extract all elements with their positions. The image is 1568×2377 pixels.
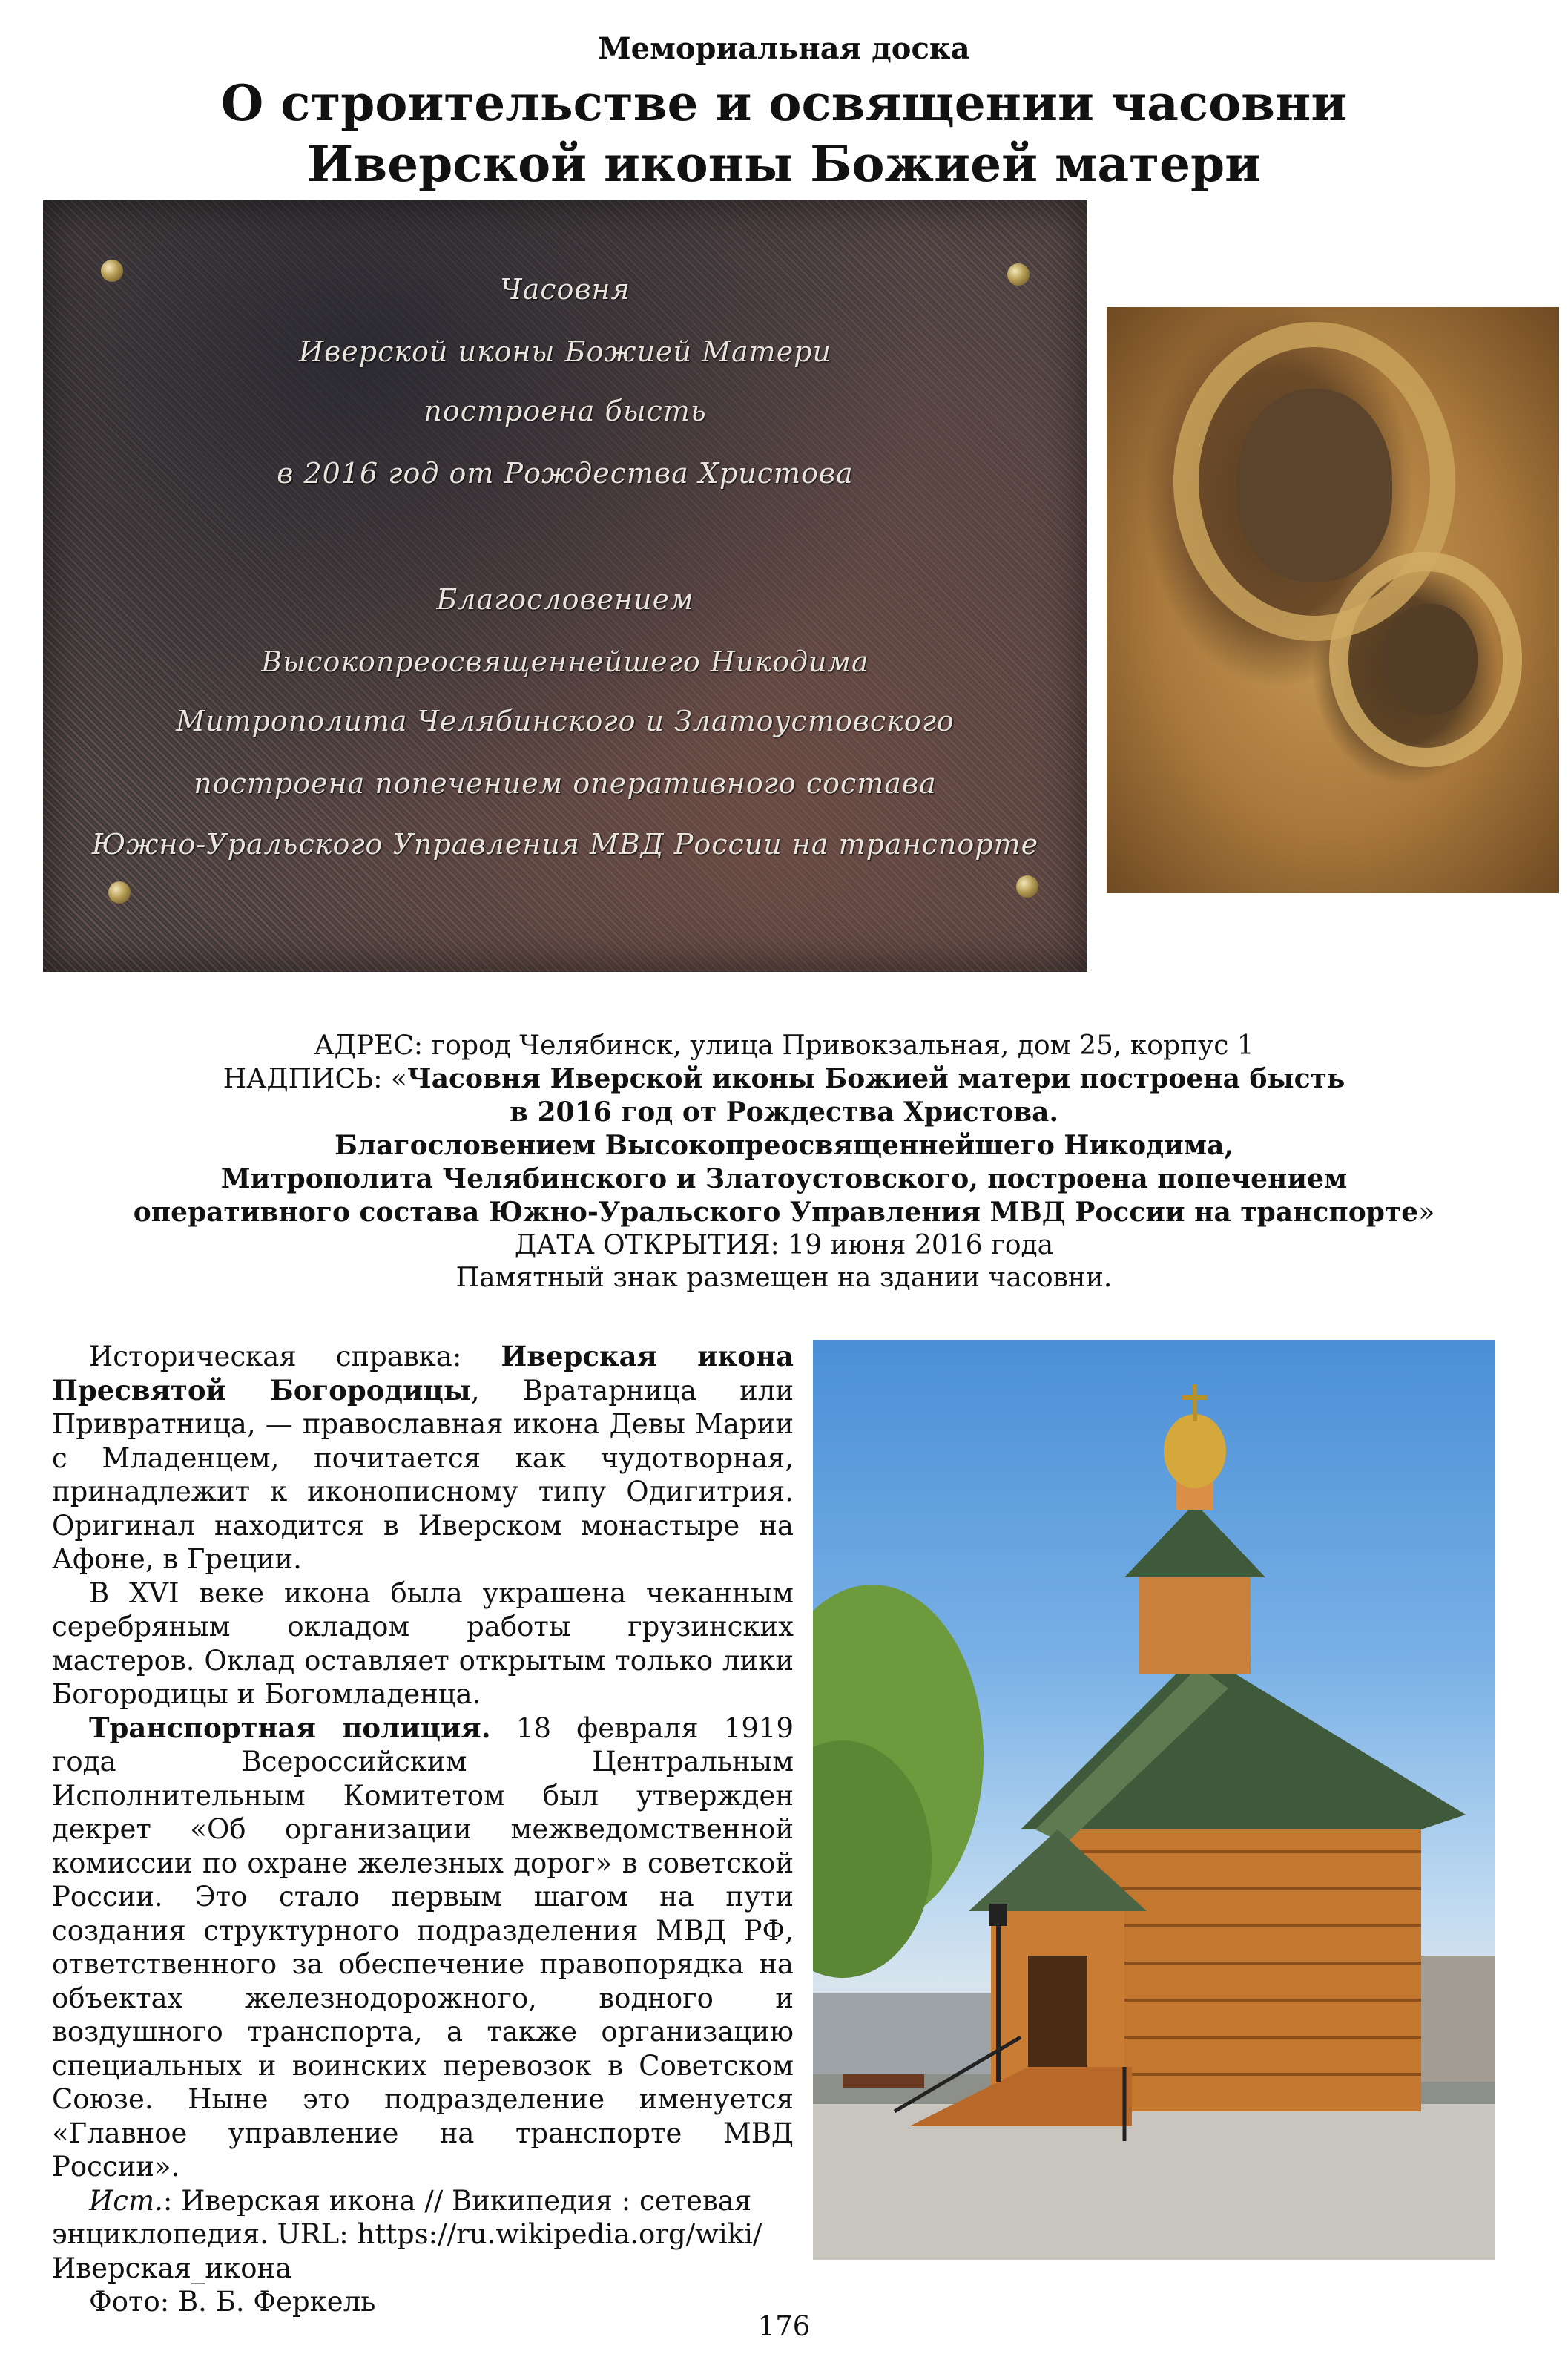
- caption-block: [0, 1030, 1568, 1295]
- bolt-icon: [1016, 875, 1038, 898]
- body-text: [52, 1340, 794, 2319]
- location-note: Памятный знак размещен на здании часовни.: [455, 1263, 1113, 1293]
- page-title: [0, 73, 1568, 194]
- chapel-illustration: [813, 1340, 1495, 2260]
- plaque-line: построена попечением оперативного состава: [194, 767, 937, 800]
- inscription-line: в 2016 год от Рождества Христова.: [509, 1097, 1059, 1128]
- icon-face-virgin: [1236, 389, 1392, 582]
- plaque-line: Высокопреосвященнейшего Никодима: [261, 645, 869, 678]
- iverskaya-icon-photo: [1107, 307, 1559, 893]
- paragraph-oklad: В XVI веке икона была украшена чеканным серебряным окладом работы грузинских мастеров. Оклад оставляет открытым только лики Богородицы и Богомладенца.: [52, 1577, 794, 1710]
- bolt-icon: [108, 881, 131, 904]
- inscription-line: НАДПИСЬ: «Часовня Иверской иконы Божией матери построена бысть: [223, 1063, 1345, 1094]
- paragraph-transport-police: Транспортная полиция. 18 февраля 1919 года Всероссийским Центральным Исполнительным Комитетом был утвержден декрет «Об организации межведомственной комиссии по охране железных дорог» в советской России. Это стало первым шагом на пути создания структурного подразделения МВД РФ, ответственного за обеспечение правопорядка на объектах железнодорожного, водного и воздушного транспорта, а также организацию специальных и воинских перевозок в Советском Союзе. Ныне это подразделение именуется «Главное управление на транспорте МВД России».: [52, 1711, 794, 2183]
- address: АДРЕС: город Челябинск, улица Привокзальная, дом 25, корпус 1: [314, 1030, 1254, 1061]
- plaque-line: Часовня: [500, 273, 630, 306]
- inscription-line: Митрополита Челябинского и Златоустовского, построена попечением: [220, 1163, 1348, 1194]
- source-reference: Ист.: Иверская икона // Википедия : сетевая энциклопедия. URL: https://ru.wikipedia.org/wiki/Иверская_икона: [52, 2184, 762, 2284]
- plaque-line: Митрополита Челябинского и Златоустовского: [176, 705, 955, 737]
- title-line-2: Иверской иконы Божией матери: [306, 135, 1262, 193]
- plaque-line: построена бысть: [424, 395, 707, 427]
- photo-credit: Фото: В. Б. Феркель: [89, 2286, 376, 2318]
- opening-date: ДАТА ОТКРЫТИЯ: 19 июня 2016 года: [514, 1230, 1054, 1260]
- paragraph-history: Историческая справка: Иверская икона Пресвятой Богородицы, Вратарница или Привратница, — православная икона Девы Марии с Младенцем, почитается как чудотворная, принадлежит к иконописному типу Одигитрия. Оригинал находится в Иверском монастыре на Афоне, в Греции.: [52, 1340, 794, 1575]
- chapel-photo: [813, 1340, 1495, 2260]
- plaque-line: Иверской иконы Божией Матери: [299, 335, 831, 368]
- plaque-line: в 2016 год от Рождества Христова: [277, 457, 854, 490]
- section-label: Мемориальная доска: [598, 31, 970, 66]
- icon-face-child: [1381, 604, 1478, 715]
- memorial-plaque-photo: [43, 200, 1087, 972]
- title-line-1: О строительстве и освящении часовни: [220, 74, 1348, 132]
- page-number: 176: [757, 2310, 811, 2342]
- inscription-line: Благословением Высокопреосвященнейшего Никодима,: [335, 1130, 1233, 1161]
- plaque-line: Благословением: [436, 583, 694, 616]
- inscription-line: оперативного состава Южно-Уральского Управления МВД России на транспорте»: [133, 1197, 1435, 1228]
- plaque-line: Южно-Уральского Управления МВД России на транспорте: [91, 828, 1039, 861]
